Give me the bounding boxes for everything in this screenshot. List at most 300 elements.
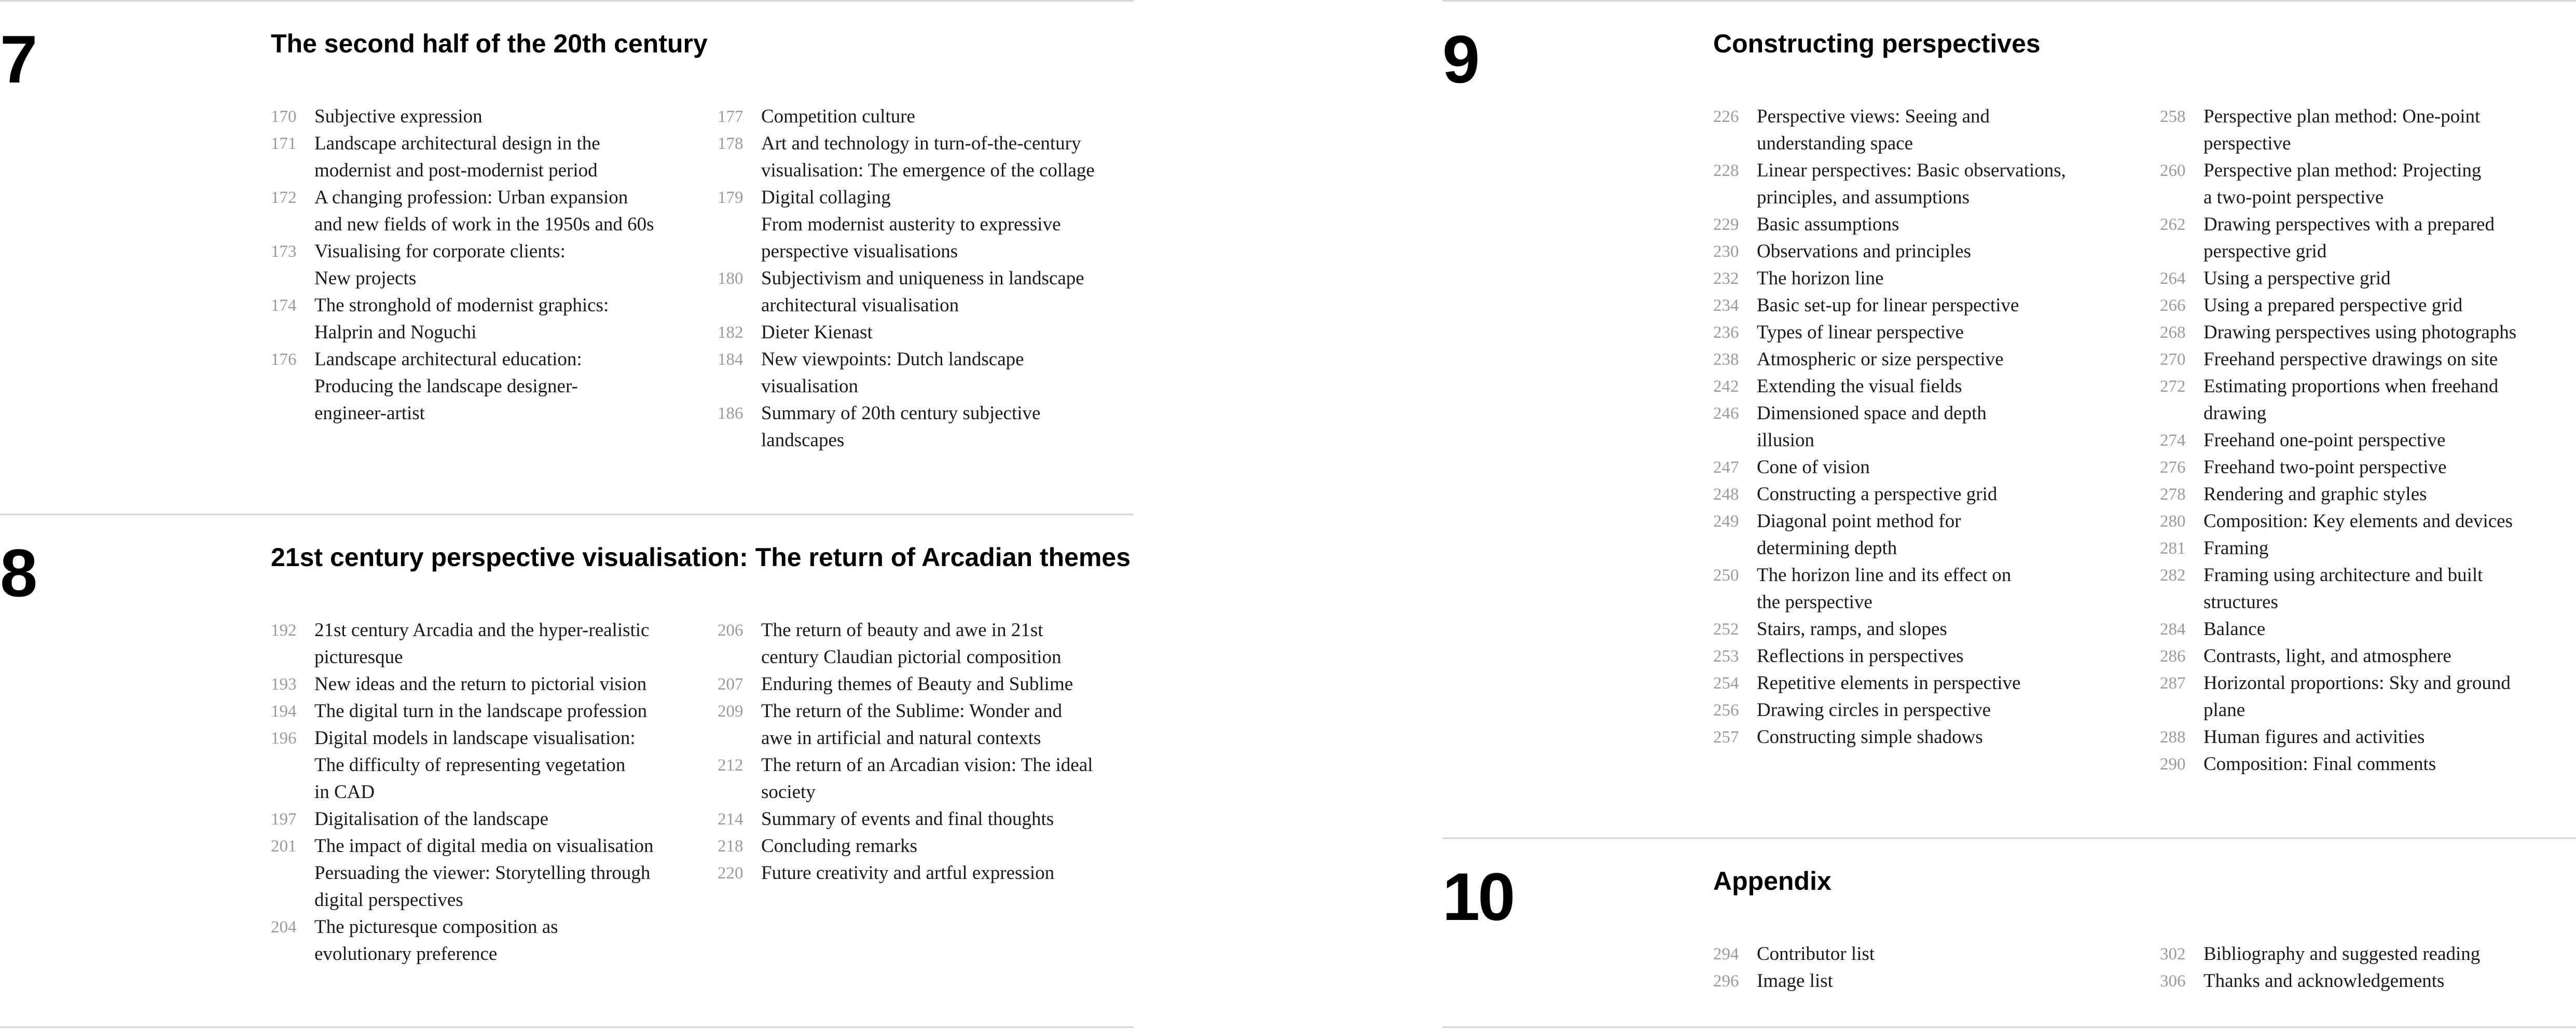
toc-page-number: 254 <box>1713 674 1739 693</box>
toc-entry-text <box>2203 616 2570 643</box>
toc-entry-line: Perspective plan method: Projecting <box>2203 160 2482 181</box>
toc-entry <box>718 319 1127 346</box>
toc-entry-line: Persuading the viewer: Storytelling through <box>314 862 651 884</box>
toc-entry-line: The horizon line <box>1757 268 1884 289</box>
toc-entry-line: The picturesque composition as <box>314 916 558 938</box>
toc-entry <box>718 130 1127 184</box>
toc-entry <box>2160 373 2570 427</box>
toc-entry <box>1713 238 2123 265</box>
toc-entry-text <box>761 319 1127 346</box>
toc-entry-text <box>314 238 681 292</box>
toc-entry-line: Subjectivism and uniqueness in landscape <box>761 268 1084 289</box>
toc-entry <box>1713 481 2123 508</box>
toc-page-number: 206 <box>718 621 743 640</box>
toc-entry-text <box>314 184 681 238</box>
toc-entry-line: Digitalisation of the landscape <box>314 808 549 830</box>
toc-section-10 <box>1442 837 2576 1031</box>
toc-entry-line: century Claudian pictorial composition <box>761 647 1062 668</box>
toc-entry <box>2160 211 2570 265</box>
toc-page-number: 228 <box>1713 161 1739 180</box>
toc-entry-text <box>314 725 681 806</box>
toc-entry-text <box>1757 697 2123 724</box>
toc-column-left <box>271 617 681 968</box>
toc-entry-line: Constructing a perspective grid <box>1757 484 1998 505</box>
toc-page-number: 253 <box>1713 647 1739 666</box>
toc-page-number: 306 <box>2160 972 2186 991</box>
toc-entry-line: picturesque <box>314 647 403 668</box>
toc-column-right <box>718 103 1127 454</box>
toc-entry-text <box>2203 562 2570 616</box>
toc-entry-text <box>2203 670 2570 724</box>
toc-page-number: 236 <box>1713 323 1739 342</box>
toc-entry-line: Summary of events and final thoughts <box>761 808 1054 830</box>
toc-entry-text <box>1757 346 2123 373</box>
toc-entry <box>718 617 1127 671</box>
toc-entry-line: Producing the landscape designer- <box>314 376 578 397</box>
chapter-title: Constructing perspectives <box>1713 29 2041 58</box>
toc-page-number: 197 <box>271 810 297 829</box>
toc-page-number: 177 <box>718 107 743 126</box>
toc-entry-line: Freehand perspective drawings on site <box>2203 349 2498 370</box>
toc-page-number: 194 <box>271 702 297 721</box>
toc-page-number: 248 <box>1713 485 1739 504</box>
toc-entry <box>2160 454 2570 481</box>
toc-entry <box>2160 724 2570 751</box>
toc-page-right <box>1442 0 2576 1029</box>
toc-entry-line: society <box>761 781 816 803</box>
toc-page-number: 178 <box>718 134 743 153</box>
section-divider <box>0 1026 1134 1028</box>
toc-entry <box>2160 751 2570 778</box>
toc-entry-line: Basic set-up for linear perspective <box>1757 295 2019 316</box>
toc-page-number: 249 <box>1713 512 1739 531</box>
toc-entry-text <box>2203 481 2570 508</box>
toc-entry-text <box>2203 373 2570 427</box>
toc-entry-line: Reflections in perspectives <box>1757 645 1964 667</box>
toc-page-number: 196 <box>271 729 297 748</box>
toc-entry-line: a two-point perspective <box>2203 187 2384 208</box>
toc-page-number: 270 <box>2160 350 2186 369</box>
toc-entry-text <box>1757 968 2123 995</box>
toc-page-number: 201 <box>271 837 297 856</box>
toc-entry-line: Contrasts, light, and atmosphere <box>2203 645 2451 667</box>
toc-entry-line: principles, and assumptions <box>1757 187 1970 208</box>
toc-entry-line: engineer-artist <box>314 403 425 424</box>
toc-column-right <box>718 617 1127 887</box>
toc-entry <box>271 346 681 427</box>
toc-entry <box>1713 670 2123 697</box>
toc-page-number: 266 <box>2160 296 2186 315</box>
toc-entry-line: The return of beauty and awe in 21st <box>761 620 1043 641</box>
toc-entry <box>271 130 681 184</box>
toc-page-number: 278 <box>2160 485 2186 504</box>
toc-entry-line: Contributor list <box>1757 943 1875 965</box>
toc-entry-line: Subjective expression <box>314 106 483 127</box>
toc-entry <box>1713 373 2123 400</box>
toc-entry-line: The stronghold of modernist graphics: <box>314 295 609 316</box>
toc-entry <box>718 806 1127 833</box>
toc-page-number: 258 <box>2160 107 2186 126</box>
toc-entry <box>2160 292 2570 319</box>
toc-entry <box>271 617 681 671</box>
toc-entry-line: Landscape architectural education: <box>314 349 582 370</box>
toc-entry <box>718 265 1127 319</box>
toc-entry-line: A changing profession: Urban expansion <box>314 187 628 208</box>
toc-entry-line: Horizontal proportions: Sky and ground <box>2203 672 2511 694</box>
toc-entry <box>718 833 1127 860</box>
toc-page-number: 274 <box>2160 431 2186 450</box>
toc-page-number: 173 <box>271 242 297 261</box>
toc-entry-line: New ideas and the return to pictorial vision <box>314 673 647 695</box>
toc-page-number: 207 <box>718 675 743 694</box>
toc-page-number: 247 <box>1713 458 1739 477</box>
toc-entry-line: modernist and post-modernist period <box>314 160 598 181</box>
toc-entry-line: Bibliography and suggested reading <box>2203 943 2481 965</box>
toc-entry <box>1713 562 2123 616</box>
toc-entry-line: Basic assumptions <box>1757 214 1899 235</box>
toc-page-number: 220 <box>718 864 743 883</box>
toc-entry <box>1713 103 2123 157</box>
toc-entry <box>2160 346 2570 373</box>
toc-entry <box>1713 697 2123 724</box>
toc-page-number: 264 <box>2160 269 2186 288</box>
toc-entry-text <box>1757 265 2123 292</box>
toc-entry <box>1713 968 2123 995</box>
toc-page-number: 174 <box>271 296 297 315</box>
toc-entry-line: Concluding remarks <box>761 835 918 857</box>
toc-entry <box>271 806 681 833</box>
toc-page-number: 232 <box>1713 269 1739 288</box>
toc-entry-line: Halprin and Noguchi <box>314 322 477 343</box>
toc-entry-text <box>1757 157 2123 211</box>
toc-page-number: 284 <box>2160 620 2186 639</box>
toc-entry <box>2160 535 2570 562</box>
toc-entry-text <box>2203 292 2570 319</box>
toc-column-right <box>2160 103 2570 778</box>
toc-entry <box>2160 265 2570 292</box>
toc-entry <box>271 725 681 806</box>
toc-entry-line: Drawing perspectives with a prepared <box>2203 214 2495 235</box>
toc-entry-text <box>761 806 1127 833</box>
toc-entry-line: visualisation: The emergence of the collage <box>761 160 1095 181</box>
toc-entry-line: From modernist austerity to expressive <box>761 214 1061 235</box>
toc-entry-text <box>761 130 1127 184</box>
toc-entry-text <box>761 698 1127 752</box>
toc-column-left <box>271 103 681 427</box>
chapter-title: 21st century perspective visualisation: The return of Arcadian themes <box>271 543 1131 572</box>
toc-entry-text <box>2203 508 2570 535</box>
toc-entry-text <box>761 346 1127 400</box>
toc-entry-line: The horizon line and its effect on <box>1757 565 2012 586</box>
toc-entry-text <box>1757 400 2123 454</box>
toc-entry-line: Linear perspectives: Basic observations, <box>1757 160 2066 181</box>
toc-entry-line: plane <box>2203 699 2246 721</box>
toc-page-number: 192 <box>271 621 297 640</box>
toc-entry-text <box>1757 724 2123 751</box>
toc-column-right <box>2160 941 2570 995</box>
toc-entry-line: Art and technology in turn-of-the-century <box>761 133 1081 154</box>
toc-entry <box>718 860 1127 887</box>
toc-page-number: 287 <box>2160 674 2186 693</box>
toc-entry <box>2160 670 2570 724</box>
toc-entry-line: Freehand two-point perspective <box>2203 457 2447 478</box>
toc-entry-text <box>314 671 681 698</box>
toc-entry-line: New projects <box>314 268 417 289</box>
toc-entry <box>718 752 1127 806</box>
toc-entry-line: landscapes <box>761 430 845 451</box>
toc-entry-text <box>761 752 1127 806</box>
toc-page-number: 250 <box>1713 566 1739 585</box>
toc-entry-line: The digital turn in the landscape profession <box>314 700 648 722</box>
toc-entry-text <box>2203 265 2570 292</box>
toc-entry-line: perspective <box>2203 133 2291 154</box>
toc-entry-line: architectural visualisation <box>761 295 959 316</box>
toc-page-number: 290 <box>2160 755 2186 774</box>
toc-entry-text <box>1757 373 2123 400</box>
toc-entry-line: The difficulty of representing vegetation <box>314 754 626 776</box>
toc-entry-text <box>761 860 1127 887</box>
toc-entry <box>2160 616 2570 643</box>
toc-entry-text <box>1757 643 2123 670</box>
toc-entry-line: Dieter Kienast <box>761 322 873 343</box>
toc-entry-text <box>314 292 681 346</box>
toc-entry-line: Future creativity and artful expression <box>761 862 1055 884</box>
toc-entry <box>1713 643 2123 670</box>
toc-page-number: 226 <box>1713 107 1739 126</box>
toc-entry <box>1713 724 2123 751</box>
toc-entry-line: Composition: Key elements and devices <box>2203 511 2513 532</box>
chapter-number: 10 <box>1442 859 1513 934</box>
toc-entry-text <box>1757 319 2123 346</box>
toc-entry-line: Visualising for corporate clients: <box>314 241 566 262</box>
toc-page-number: 260 <box>2160 161 2186 180</box>
toc-entry <box>1713 265 2123 292</box>
toc-entry <box>2160 643 2570 670</box>
toc-entry-text <box>2203 346 2570 373</box>
toc-entry <box>1713 292 2123 319</box>
toc-entry-text <box>314 103 681 130</box>
toc-page-number: 186 <box>718 404 743 423</box>
toc-entry-line: New viewpoints: Dutch landscape <box>761 349 1024 370</box>
toc-section-7 <box>0 0 1134 515</box>
toc-page-number: 296 <box>1713 972 1739 991</box>
toc-entry <box>2160 103 2570 157</box>
chapter-title: The second half of the 20th century <box>271 29 708 58</box>
toc-entry-text <box>2203 319 2570 346</box>
toc-entry <box>271 238 681 292</box>
toc-entry-text <box>2203 535 2570 562</box>
toc-entry <box>718 103 1127 130</box>
toc-entry-line: Diagonal point method for <box>1757 511 1961 532</box>
toc-entry-line: Repetitive elements in perspective <box>1757 672 2021 694</box>
toc-entry-text <box>1757 292 2123 319</box>
toc-page-number: 209 <box>718 702 743 721</box>
toc-entry <box>1713 616 2123 643</box>
toc-entry-line: 21st century Arcadia and the hyper-realistic <box>314 620 650 641</box>
toc-entry-text <box>2203 454 2570 481</box>
toc-entry <box>1713 211 2123 238</box>
toc-entry-line: in CAD <box>314 781 375 803</box>
toc-page-number: 280 <box>2160 512 2186 531</box>
toc-entry-line: illusion <box>1757 430 1815 451</box>
toc-entry-line: Digital collaging <box>761 187 891 208</box>
toc-entry-line: Balance <box>2203 618 2266 640</box>
toc-entry-text <box>2203 724 2570 751</box>
toc-entry-line: perspective visualisations <box>761 241 958 262</box>
toc-entry-line: Stairs, ramps, and slopes <box>1757 618 1947 640</box>
toc-entry-line: Composition: Final comments <box>2203 753 2436 775</box>
toc-entry <box>1713 508 2123 562</box>
toc-entry <box>2160 941 2570 968</box>
toc-entry-text <box>314 617 681 671</box>
toc-entry <box>1713 346 2123 373</box>
toc-page-number: 276 <box>2160 458 2186 477</box>
toc-entry-text <box>2203 157 2570 211</box>
toc-entry <box>271 103 681 130</box>
toc-entry <box>1713 941 2123 968</box>
toc-entry-line: Cone of vision <box>1757 457 1870 478</box>
toc-entry-line: Drawing circles in perspective <box>1757 699 1991 721</box>
toc-entry-text <box>314 806 681 833</box>
toc-page-number: 179 <box>718 188 743 207</box>
toc-entry-line: Framing using architecture and built <box>2203 565 2483 586</box>
toc-entry-text <box>1757 238 2123 265</box>
toc-entry-text <box>1757 670 2123 697</box>
toc-entry-line: Atmospheric or size perspective <box>1757 349 2004 370</box>
toc-entry <box>2160 427 2570 454</box>
toc-entry <box>718 698 1127 752</box>
toc-column-left <box>1713 941 2123 995</box>
toc-entry-text <box>2203 643 2570 670</box>
toc-entry <box>718 400 1127 454</box>
toc-page-number: 218 <box>718 837 743 856</box>
toc-section-9 <box>1442 0 2576 839</box>
toc-entry-line: Types of linear perspective <box>1757 322 1964 343</box>
toc-entry-text <box>1757 103 2123 157</box>
toc-entry-text <box>761 833 1127 860</box>
toc-entry-line: Constructing simple shadows <box>1757 726 1983 748</box>
toc-page-number: 184 <box>718 350 743 369</box>
toc-entry-line: The return of the Sublime: Wonder and <box>761 700 1062 722</box>
toc-entry-line: Drawing perspectives using photographs <box>2203 322 2517 343</box>
toc-entry-line: Rendering and graphic styles <box>2203 484 2427 505</box>
section-divider <box>1442 1026 2576 1028</box>
toc-entry-line: Dimensioned space and depth <box>1757 403 1987 424</box>
toc-page-number: 252 <box>1713 620 1739 639</box>
toc-entry-line: Estimating proportions when freehand <box>2203 376 2499 397</box>
toc-page-number: 212 <box>718 756 743 775</box>
toc-page-number: 302 <box>2160 945 2186 964</box>
toc-entry <box>271 292 681 346</box>
toc-entry-text <box>761 265 1127 319</box>
toc-entry-line: visualisation <box>761 376 859 397</box>
toc-page-number: 229 <box>1713 215 1739 234</box>
chapter-title: Appendix <box>1713 867 1831 896</box>
toc-entry <box>2160 157 2570 211</box>
toc-page-number: 294 <box>1713 945 1739 964</box>
toc-page-number: 288 <box>2160 728 2186 747</box>
toc-entry-text <box>1757 481 2123 508</box>
toc-entry <box>1713 319 2123 346</box>
toc-page-number: 282 <box>2160 566 2186 585</box>
toc-entry-line: Human figures and activities <box>2203 726 2425 748</box>
toc-entry <box>1713 454 2123 481</box>
toc-page-number: 214 <box>718 810 743 829</box>
toc-entry <box>271 671 681 698</box>
toc-entry <box>1713 157 2123 211</box>
toc-entry <box>2160 562 2570 616</box>
toc-entry-line: Landscape architectural design in the <box>314 133 600 154</box>
toc-entry <box>718 184 1127 265</box>
toc-column-left <box>1713 103 2123 751</box>
toc-page-number: 234 <box>1713 296 1739 315</box>
toc-page-number: 238 <box>1713 350 1739 369</box>
toc-entry-text <box>314 914 681 968</box>
toc-page-left <box>0 0 1134 1029</box>
toc-section-8 <box>0 514 1134 1031</box>
toc-entry-text <box>314 346 681 427</box>
toc-entry-text <box>761 103 1127 130</box>
toc-entry-text <box>2203 427 2570 454</box>
toc-entry-text <box>314 698 681 725</box>
toc-entry <box>2160 968 2570 995</box>
toc-entry-line: Enduring themes of Beauty and Sublime <box>761 673 1073 695</box>
toc-entry-line: Extending the visual fields <box>1757 376 1962 397</box>
toc-entry <box>1713 400 2123 454</box>
toc-entry <box>271 698 681 725</box>
toc-entry-line: structures <box>2203 592 2278 613</box>
toc-page-number: 182 <box>718 323 743 342</box>
toc-entry-line: Digital models in landscape visualisation: <box>314 727 636 749</box>
toc-entry-text <box>2203 968 2570 995</box>
toc-entry-line: Perspective plan method: One-point <box>2203 106 2481 127</box>
toc-entry <box>2160 508 2570 535</box>
toc-entry <box>271 833 681 914</box>
toc-entry-line: The return of an Arcadian vision: The ideal <box>761 754 1093 776</box>
toc-entry-line: the perspective <box>1757 592 1872 613</box>
toc-entry-line: The impact of digital media on visualisation <box>314 835 654 857</box>
toc-entry-line: Competition culture <box>761 106 915 127</box>
toc-entry-line: Using a prepared perspective grid <box>2203 295 2463 316</box>
toc-entry-text <box>2203 751 2570 778</box>
toc-page-number: 286 <box>2160 647 2186 666</box>
toc-entry-line: Observations and principles <box>1757 241 1972 262</box>
toc-entry-text <box>761 184 1127 265</box>
toc-entry <box>2160 319 2570 346</box>
toc-page-number: 180 <box>718 269 743 288</box>
toc-entry-line: awe in artificial and natural contexts <box>761 727 1041 749</box>
toc-entry-line: Thanks and acknowledgements <box>2203 970 2445 992</box>
toc-entry-line: Image list <box>1757 970 1833 992</box>
toc-page-number: 172 <box>271 188 297 207</box>
toc-entry-text <box>1757 562 2123 616</box>
toc-page-number: 204 <box>271 918 297 937</box>
toc-page-number: 281 <box>2160 539 2186 558</box>
toc-entry-text <box>1757 616 2123 643</box>
toc-entry-line: digital perspectives <box>314 889 463 911</box>
toc-entry-text <box>314 833 681 914</box>
toc-page-number: 262 <box>2160 215 2186 234</box>
toc-entry-text <box>1757 211 2123 238</box>
toc-page-number: 176 <box>271 350 297 369</box>
toc-entry-line: Using a perspective grid <box>2203 268 2391 289</box>
toc-page-number: 230 <box>1713 242 1739 261</box>
toc-page-number: 171 <box>271 134 297 153</box>
toc-entry-text <box>1757 941 2123 968</box>
toc-entry-text <box>1757 508 2123 562</box>
toc-page-number: 193 <box>271 675 297 694</box>
toc-entry <box>718 671 1127 698</box>
